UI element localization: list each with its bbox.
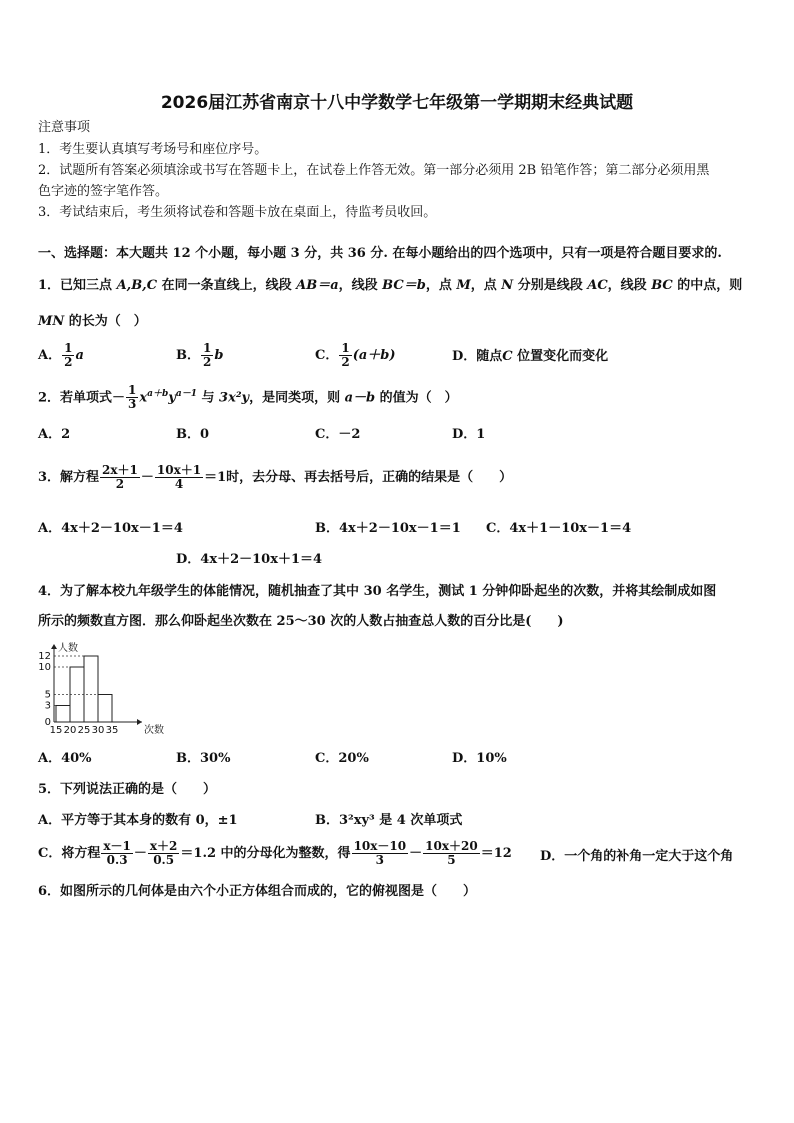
q3-option-b: B．4x＋2－10x－1＝1 — [315, 521, 461, 536]
y-axis-arrow — [51, 644, 57, 649]
question-4: 4．为了解本校九年级学生的体能情况，随机抽查了其中 30 名学生，测试 1 分钟仰卧起坐的次数，并将其绘制成如图 — [38, 584, 717, 599]
q5-option-a: A．平方等于其本身的数有 0，±1 — [38, 813, 238, 828]
x-tick-label-35: 35 — [105, 725, 119, 736]
y-tick-label-10: 10 — [38, 662, 51, 673]
q5-option-c: C．将方程 $\frac{x-1}{0.3}$ － $\frac{x+2}{0.5}$ ＝1.2 中的分母化为整数，得 $\frac{10x-10}{3}$ － $\frac{10x+20}{5}$ ＝12 — [38, 839, 512, 867]
q1-option-b: B． $\frac{1}{2}$ b — [176, 341, 224, 369]
q3-option-d: D．4x＋2－10x＋1＝4 — [176, 552, 323, 567]
q2-option-c: C．－2 — [315, 427, 361, 442]
question-4-cont: 所示的频数直方图．那么仰卧起坐次数在 25～30 次的人数占抽查总人数的百分比是( ) — [38, 614, 564, 629]
x-tick-label-30: 30 — [91, 725, 105, 736]
x-tick-label-25: 25 — [77, 725, 91, 736]
notice-item-1: 1．考生要认真填写考场号和座位序号。 — [38, 142, 268, 157]
q2-option-a: A．2 — [38, 427, 71, 442]
q4-option-b: B．30% — [176, 751, 231, 766]
question-3: 3．解方程 $\frac{2x+1}{2}$ － $\frac{10x+1}{4}$ ＝1时，去分母、再去括号后，正确的结果是（ ） — [38, 463, 513, 491]
q4-option-a: A．40% — [38, 751, 92, 766]
question-5: 5．下列说法正确的是（ ） — [38, 782, 217, 797]
y-tick-label-0: 0 — [44, 717, 51, 728]
histogram-bar-30-35 — [98, 695, 112, 723]
notice-item-2: 2．试题所有答案必须填涂或书写在答题卡上，在试卷上作答无效。第一部分必须用 2B 铅笔作答；第二部分必须用黑 — [38, 163, 710, 178]
notice-heading: 注意事项 — [38, 120, 91, 135]
y-tick-label-3: 3 — [44, 700, 51, 712]
question-2: 2．若单项式－ $\frac{1}{3}$ $x^{a+b}y^{a-1}$ 与 3x²y，是同类项，则 a－b 的值为（ ） — [38, 383, 458, 412]
x-tick-label-15: 15 — [49, 725, 63, 736]
q1-option-c: C． $\frac{1}{2}$ (a＋b) — [315, 341, 396, 369]
y-tick-label-12: 12 — [38, 651, 51, 662]
q2-option-d: D．1 — [452, 427, 486, 442]
frequency-histogram — [30, 640, 170, 740]
notice-item-2-cont: 色字迹的签字笔作答。 — [38, 184, 169, 199]
section-heading: 一、选择题：本大题共 12 个小题，每小题 3 分，共 36 分. 在每小题给出的四个选项中，只有一项是符合题目要求的. — [38, 246, 722, 261]
q5-option-d: D．一个角的补角一定大于这个角 — [540, 849, 734, 864]
y-axis-label: 人数 — [58, 643, 78, 654]
q3-option-a: A．4x＋2－10x－1＝4 — [38, 521, 183, 536]
q1-option-a: A． $\frac{1}{2}$ a — [38, 341, 84, 369]
q2-option-b: B．0 — [176, 427, 210, 442]
page-title: 2026届江苏省南京十八中学数学七年级第一学期期末经典试题 — [160, 93, 634, 113]
histogram-bar-20-25 — [70, 667, 84, 722]
x-axis-arrow — [137, 719, 142, 725]
x-axis-label: 次数 — [144, 725, 164, 736]
q1-option-d: D．随点C 位置变化而变化 — [452, 349, 609, 364]
x-tick-label-20: 20 — [63, 725, 77, 736]
q3-option-c: C．4x＋1－10x－1＝4 — [486, 521, 632, 536]
question-1: 1．已知三点 A,B,C 在同一条直线上，线段 AB＝a，线段 BC＝b，点 M，点 N 分别是线段 AC，线段 BC 的中点，则 — [38, 278, 743, 293]
histogram-bar-15-20 — [56, 706, 70, 723]
q4-option-d: D．10% — [452, 751, 507, 766]
question-6: 6．如图所示的几何体是由六个小正方体组合而成的，它的俯视图是（ ） — [38, 884, 477, 899]
q4-option-c: C．20% — [315, 751, 369, 766]
q5-option-b: B．3²xy³ 是 4 次单项式 — [315, 813, 463, 828]
question-1-cont: MN 的长为（ ） — [38, 314, 147, 329]
histogram-bar-25-30 — [84, 656, 98, 722]
notice-item-3: 3．考试结束后，考生须将试卷和答题卡放在桌面上，待监考员收回。 — [38, 205, 437, 220]
y-tick-label-5: 5 — [44, 689, 51, 701]
